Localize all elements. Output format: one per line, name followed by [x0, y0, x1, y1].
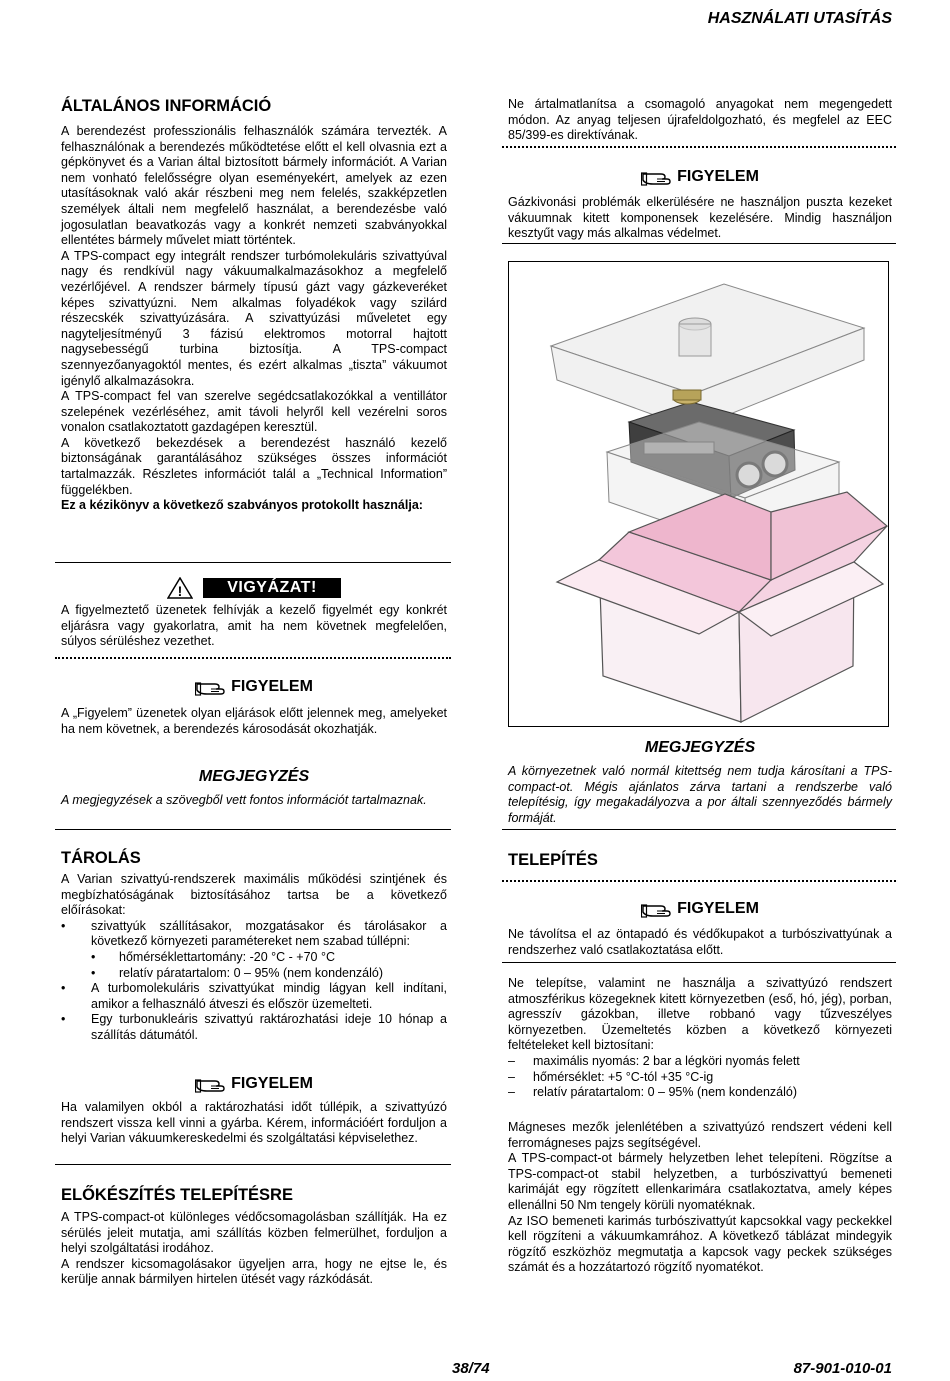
attention-storage-rule	[55, 1164, 451, 1165]
warning-triangle-icon	[167, 577, 193, 599]
storage-intro: A Varian szivattyú-rendszerek maximális működési szintjének és megbízhatóságának biztosításához tartsa be a következő előírásokat:	[61, 872, 447, 918]
attention-storage-heading	[61, 1073, 447, 1095]
right-top-rule	[502, 146, 896, 148]
storage-body	[61, 872, 447, 1044]
note-right-title: MEGJEGYZÉS	[644, 739, 756, 756]
storage-sublist	[61, 950, 447, 981]
note-left-rule	[55, 829, 451, 830]
page-number: 38/74	[452, 1360, 490, 1377]
storage-list	[61, 919, 447, 950]
svg-text:!: !	[177, 583, 183, 599]
install-p3: A TPS-compact-ot bármely helyzetben lehet telepíteni. Rögzítse a TPS-compact-ot stabil helyzetben, a turbószivattyú bemeneti karimáját egy rögzített ellenkarimára csatlakoztatva, amely képes ellenállni 50 Nm tengely körüli nyomatéknak.	[508, 1151, 892, 1212]
caution-text: A figyelmeztető üzenetek felhívják a kezelő figyelmét egy konkrét eljárásra vagy gyakorlatra, amit ha nem követnek megfelelően, súlyos sérüléshez vezethet.	[61, 603, 447, 649]
list-item: • szivattyúk szállításakor, mozgatásakor és tárolásakor a következő környezeti paramétereket nem szabad túllépni:	[61, 918, 447, 949]
pointing-hand-icon	[641, 898, 675, 920]
list-item: – hőmérséklet: +5 °C-tól +35 °C-ig	[508, 1069, 714, 1084]
page-header: HASZNÁLATI UTASÍTÁS	[707, 10, 892, 27]
attention-right-heading	[508, 166, 892, 188]
attention-right-text: Gázkivonási problémák elkerülésére ne használjon puszta kezeket vákuumnak kitett komponensek kezelésére. Mindig használjon kesztyűt vagy más alkalmas védelmet.	[508, 195, 892, 241]
install-p1: Ne telepítse, valamint ne használja a szivattyúzó rendszert atmoszférikus közegeknek kitett környezetben (eső, hó, jég), porban, agresszív gázokban, illetve robbanó vagy tűzveszélyes környezetben. Üzemeltetés közben a következő környezeti feltételeket kell biztosítani:	[508, 976, 892, 1053]
general-p3: A TPS-compact fel van szerelve segédcsatlakozókkal a ventillátor szelepének vezérléséhez, amit távoli helyről kell vezérelni soros vonalon csatlakoztatott gazdagépen keresztül.	[61, 389, 447, 435]
install-top-rule	[502, 880, 896, 882]
install-attention-rule	[502, 962, 896, 963]
install-p4: Az ISO bemeneti karimás turbószivattyút kapcsokkal vagy peckekkel kell rögzíteni a vákuumkamrához. A következő táblázat mindegyik rögzítő eszközhöz megmutatja a kapcsok vagy peckek szükséges számát és a hozzátartozó rögzítő nyomatékot.	[508, 1213, 892, 1275]
install-conditions	[508, 1054, 892, 1101]
list-item: • hőmérséklettartomány: -20 °C - +70 °C	[91, 949, 335, 964]
list-item: • relatív páratartalom: 0 – 95% (nem kondenzáló)	[91, 965, 384, 980]
list-item: • A turbomolekuláris szivattyúkat mindig lágyan kell indítani, amikor a felhasználó átveszi és először üzemelteti.	[61, 981, 447, 1011]
attention-install-heading	[508, 898, 892, 920]
packaging-illustration	[508, 261, 889, 727]
install-title: TELEPÍTÉS	[508, 851, 598, 869]
storage-title: TÁROLÁS	[61, 849, 141, 867]
list-item: – relatív páratartalom: 0 – 95% (nem kondenzáló)	[508, 1085, 798, 1100]
note-left-text: A megjegyzések a szövegből vett fontos információt tartalmaznak.	[61, 793, 427, 807]
prep-p1: A TPS-compact-ot különleges védőcsomagolásban szállítják. Ha ez sérülés jeleit mutatja, ami szállítás közben felmerülhet, forduljon a helyi szolgáltatási irodához.	[61, 1210, 447, 1256]
caution-top-rule	[55, 562, 451, 563]
attention-left-label: FIGYELEM	[231, 678, 313, 695]
general-title: ÁLTALÁNOS INFORMÁCIÓ	[61, 97, 272, 115]
note-right-text: A környezetnek való normál kitettség nem tudja károsítani a TPS-compact-ot. Mégis ajánlatos zárva tartani a rendszerbe való telepítésig, így megakadályozva a por általi szennyeződés bármely formáját.	[508, 764, 892, 825]
caution-label: VIGYÁZAT!	[203, 578, 341, 598]
general-p2: A TPS-compact egy integrált rendszer turbómolekuláris szivattyúval nagy és rendkívül nagy vákuumalkalmazásokhoz a megfelelő vezérlőjével. A rendszer bármely típusú gázt vagy gázkeveréket képes szivattyúzni. Nem alkalmas folyadékok vagy szilárd részecskék szivattyúzására. A szivattyúzási műveletet egy nagyteljesítményű 3 fázisú elektromos motorral hajtott nagysebességű turbina biztosítja. A TPS-compact szennyezőanyagoktól mentes, és ezért alkalmas „tiszta” vákuumot igénylő alkalmazásokra.	[61, 248, 447, 388]
note-left-title: MEGJEGYZÉS	[198, 768, 310, 785]
caution-heading	[61, 577, 447, 599]
prep-title: ELŐKÉSZÍTÉS TELEPÍTÉSRE	[61, 1186, 293, 1204]
attention-left-heading	[61, 676, 447, 698]
attention-storage-text: Ha valamilyen okból a raktározhatási időt túllépik, a szivattyúzó rendszert vissza kell vinni a gyárba. Kérem, információért forduljon a helyi Varian vákuumkereskedelmi és szolgáltatási képviselethez.	[61, 1100, 447, 1146]
general-p4: A következő bekezdések a berendezést használó kezelő biztonságának garantálásához szükséges összes információt tartalmazzák. Részletes információt talál a „Technical Information” függelékben.	[61, 435, 447, 497]
document-code: 87-901-010-01	[793, 1360, 892, 1377]
install-attention-text: Ne távolítsa el az öntapadó és védőkupakot a turbószivattyúnak a rendszerhez való csatlakoztatása előtt.	[508, 927, 892, 957]
general-p5: Ez a kézikönyv a következő szabványos protokollt használja:	[61, 498, 423, 513]
list-item: • Egy turbonukleáris szivattyú raktározhatási ideje 10 hónap a szállítás dátumától.	[61, 1012, 447, 1042]
note-right-rule	[502, 829, 896, 830]
pointing-hand-icon	[195, 676, 229, 698]
attention-storage-label: FIGYELEM	[231, 1075, 313, 1092]
packaging-drawing	[509, 262, 888, 726]
general-body	[61, 124, 447, 514]
attention-right-rule	[502, 243, 896, 244]
attention-install-label: FIGYELEM	[677, 900, 759, 917]
install-body	[508, 976, 892, 1101]
attention-left-text: A „Figyelem” üzenetek olyan eljárások előtt jelennek meg, amelyeket ha nem követnek, a berendezés károsodását okozhatják.	[61, 706, 447, 736]
pointing-hand-icon	[195, 1073, 229, 1095]
prep-p2: A rendszer kicsomagolásakor ügyeljen arra, hogy ne ejtse le, és kerülje annak bármilyen hirtelen ütését vagy rázkódását.	[61, 1256, 447, 1287]
pointing-hand-icon	[641, 166, 675, 188]
install-p2: Mágneses mezők jelenlétében a szivattyúzó rendszert védeni kell ferromágneses pajzs segítségével.	[508, 1120, 892, 1150]
caution-bottom-rule	[55, 657, 451, 659]
cardboard-box	[557, 492, 887, 722]
right-top-p1: Ne ártalmatlanítsa a csomagoló anyagokat nem megengedett módon. Az anyag teljesen újrafeldolgozható, és megfelel az EEC 85/399-es direktívának.	[508, 97, 892, 143]
attention-right-label: FIGYELEM	[677, 168, 759, 185]
list-item: – maximális nyomás: 2 bar a légköri nyomás felett	[508, 1053, 800, 1068]
general-p1: A berendezést professzionális felhasználók számára tervezték. A felhasználónak a berendezés működtetése előtt el kell olvasnia ezt a gépkönyvet és a Varian által biztosított bármely információt. A Varian nem vonható felelősségre olyan eseményekért, amelyek az ezen utasításoknak való akár részbeni meg nem felelés, szakképzetlen személyek általi nem megfelelő használat, a berendezésbe való jogosulatlan beavatkozás vagy a konkrét nemzeti szabványokkal ellentétes bármely művelet miatt történtek.	[61, 124, 447, 248]
